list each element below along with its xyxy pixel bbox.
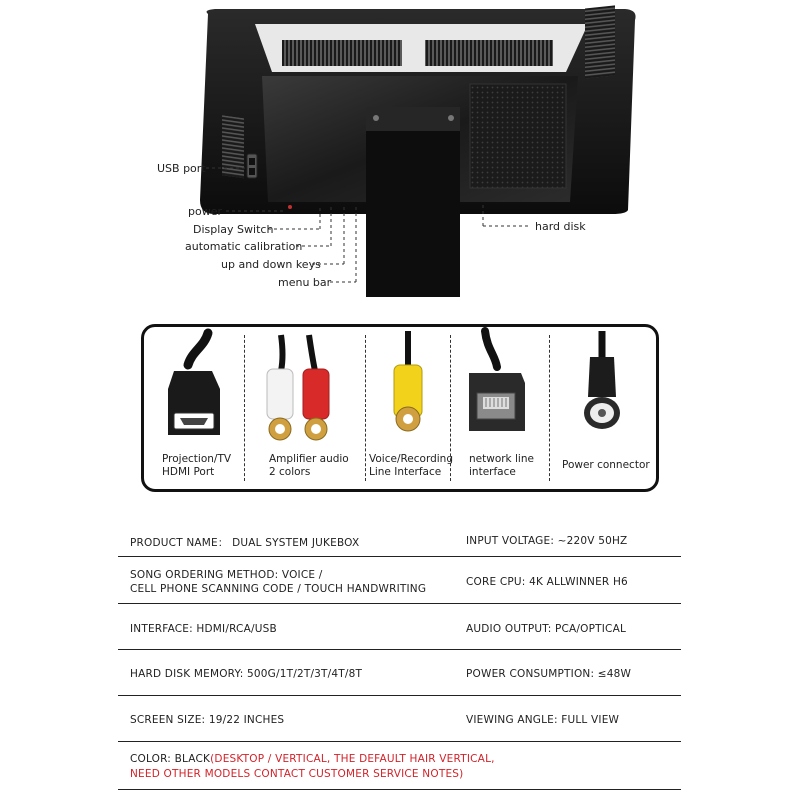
connector-rca-audio xyxy=(245,327,365,489)
hdmi-label-line2: HDMI Port xyxy=(162,466,215,478)
spec-power-consumption: POWER CONSUMPTION: ≤48W xyxy=(466,668,632,680)
spec-interface: INTERFACE: HDMI/RCA/USB xyxy=(130,623,277,635)
monitor-rear-view xyxy=(0,0,800,300)
spec-row xyxy=(118,557,681,604)
spec-input-voltage: INPUT VOLTAGE: ~220V 50HZ xyxy=(466,535,628,547)
spec-color-value: COLOR: BLACK xyxy=(130,753,211,765)
spec-row xyxy=(118,604,681,650)
callout-automatic-calibration: automatic calibration xyxy=(185,240,303,253)
spec-hard-disk-memory: HARD DISK MEMORY: 500G/1T/2T/3T/4T/8T xyxy=(130,668,363,680)
rca-label-line1: Amplifier audio xyxy=(269,453,349,465)
callout-usb-port: USB port xyxy=(157,162,206,175)
spec-row xyxy=(118,650,681,696)
connector-network xyxy=(451,327,549,489)
spec-screen-size: SCREEN SIZE: 19/22 INCHES xyxy=(130,714,285,726)
spec-row xyxy=(118,742,681,790)
spec-color xyxy=(130,752,495,782)
spec-viewing-angle: VIEWING ANGLE: FULL VIEW xyxy=(466,714,620,726)
spec-song-method xyxy=(130,568,426,596)
hdmi-label-line1: Projection/TV xyxy=(162,453,232,465)
network-label-line1: network line xyxy=(469,453,534,465)
callout-power: power xyxy=(188,205,222,218)
connector-voice-recording xyxy=(366,327,453,489)
voice-label-line2: Line Interface xyxy=(369,466,442,478)
spec-audio-output: AUDIO OUTPUT: PCA/OPTICAL xyxy=(466,623,627,635)
network-label-line2: interface xyxy=(469,466,516,478)
callout-menu-bar: menu bar xyxy=(278,276,332,289)
spec-table xyxy=(118,523,681,790)
spec-product-name: PRODUCT NAME： DUAL SYSTEM JUKEBOX xyxy=(130,537,360,549)
spec-song-method-line1: SONG ORDERING METHOD: VOICE / xyxy=(130,569,323,581)
spec-row xyxy=(118,696,681,742)
connector-power xyxy=(550,327,656,489)
callout-hard-disk: hard disk xyxy=(535,220,586,233)
spec-color-note-2: NEED OTHER MODELS CONTACT CUSTOMER SERVICE NOTES) xyxy=(130,768,464,780)
rca-label-line2: 2 colors xyxy=(269,466,311,478)
voice-label-line1: Voice/Recording xyxy=(369,453,453,465)
spec-song-method-line2: CELL PHONE SCANNING CODE / TOUCH HANDWRITING xyxy=(130,583,427,595)
spec-color-note-1: (DESKTOP / VERTICAL, THE DEFAULT HAIR VERTICAL, xyxy=(210,753,495,765)
monitor-illustration xyxy=(0,0,800,300)
spec-row xyxy=(118,523,681,557)
connector-panel xyxy=(141,324,659,492)
callout-display-switch: Display Switch xyxy=(193,223,274,236)
power-label-line1: Power connector xyxy=(562,459,650,471)
callout-up-down-keys: up and down keys xyxy=(221,258,321,271)
spec-core-cpu: CORE CPU: 4K ALLWINNER H6 xyxy=(466,576,628,588)
connector-hdmi xyxy=(144,327,244,489)
